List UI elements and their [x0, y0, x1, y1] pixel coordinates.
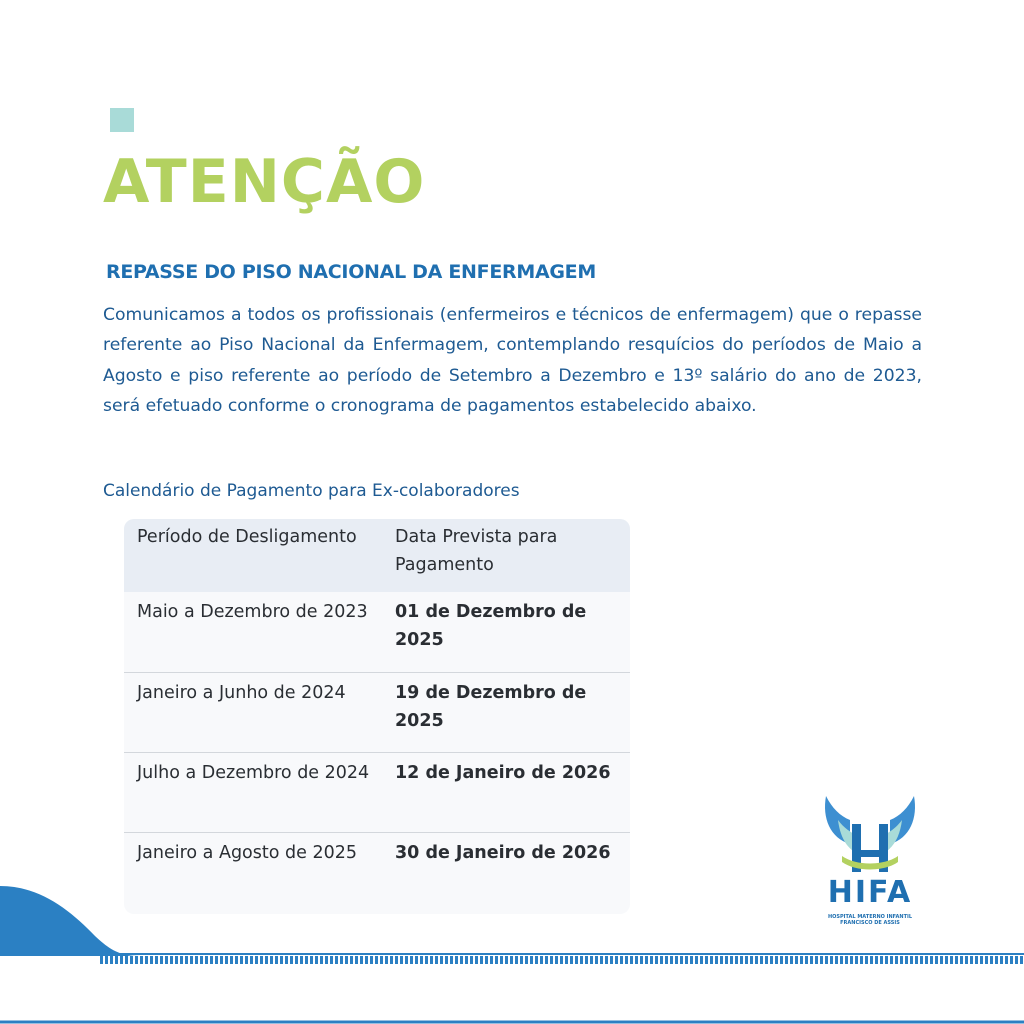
headline: ATENÇÃO	[103, 147, 426, 217]
date-cell: 01 de Dezembro de 2025	[395, 602, 587, 650]
period-cell: Maio a Dezembro de 2023	[137, 602, 368, 622]
header-period: Período de Desligamento	[137, 527, 357, 547]
hifa-emblem-icon	[816, 790, 924, 880]
header-date: Data Prevista para Pagamento	[395, 527, 558, 575]
accent-square	[110, 108, 134, 132]
logo-caption	[816, 914, 924, 926]
table-row	[124, 592, 630, 672]
table-header-row	[124, 519, 630, 592]
announcement-body: Comunicamos a todos os profissionais (enfermeiros e técnicos de enfermagem) que o repasse referente ao Piso Nacional da Enfermagem, contemplando resquícios do períodos de Maio a Agosto e piso referente ao período de Setembro a Dezembro e 13º salário do ano de 2023, será efetuado conforme o cronograma de pagamentos estabelecido abaixo.	[103, 305, 922, 417]
hifa-logo	[816, 790, 924, 940]
table-caption: Calendário de Pagamento para Ex-colaboradores	[103, 481, 520, 501]
logo-caption-line: HOSPITAL MATERNO INFANTIL	[827, 914, 913, 920]
table-row	[124, 752, 630, 832]
logo-caption-line: FRANCISCO DE ASSIS	[840, 920, 900, 926]
period-cell: Janeiro a Agosto de 2025	[137, 843, 357, 863]
subtitle: REPASSE DO PISO NACIONAL DA ENFERMAGEM	[106, 261, 596, 283]
period-cell: Janeiro a Junho de 2024	[137, 683, 346, 703]
date-cell: 30 de Janeiro de 2026	[395, 843, 611, 863]
date-cell: 19 de Dezembro de 2025	[395, 683, 587, 731]
date-cell: 12 de Janeiro de 2026	[395, 763, 611, 783]
table-row	[124, 672, 630, 752]
period-cell: Julho a Dezembro de 2024	[137, 763, 370, 783]
logo-wordmark: HIFA	[827, 875, 913, 910]
